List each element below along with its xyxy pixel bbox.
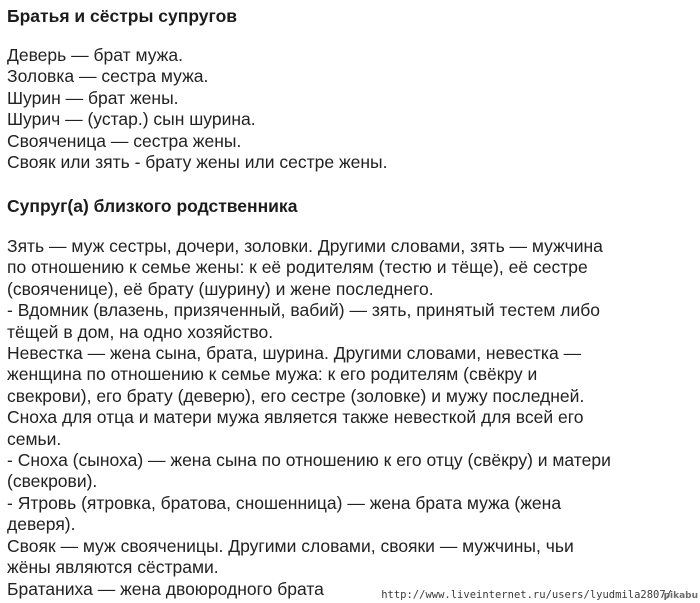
text-line: Невестка — жена сына, брата, шурина. Другими словами, невестка —	[7, 343, 582, 364]
text-line: свекрови), его брату (деверю), его сестре (золовке) и мужу последней.	[7, 385, 585, 406]
text-line: жёны являются сёстрами.	[7, 557, 219, 578]
section-title-relatives-spouses: Супруг(а) близкого родственника	[7, 196, 298, 216]
section-body-relatives-spouses	[7, 236, 611, 600]
text-line: Зять — муж сестры, дочери, золовки. Другими словами, зять — мужчина	[7, 236, 603, 256]
text-line: Деверь — брат мужа.	[7, 45, 183, 65]
text-line: (свекрови).	[7, 471, 98, 492]
site-logo: pikabu	[663, 591, 698, 601]
text-line: семьи.	[7, 428, 62, 449]
text-line: деверя).	[7, 514, 76, 535]
section-body-siblings-of-spouses	[7, 45, 388, 173]
text-line: по отношению к семье жены: к её родителям (тестю и тёще), её сестре	[7, 257, 588, 278]
text-line: Свояк — муж свояченицы. Другими словами, свояки — мужчины, чьи	[7, 535, 574, 556]
text-line: - Сноха (сыноха) — жена сына по отношению к его отцу (свёкру) и матери	[7, 450, 611, 471]
text-line: (свояченице), её брату (шурину) и жене последнего.	[7, 278, 434, 299]
text-line: Братаниха — жена двоюродного брата	[7, 578, 324, 599]
text-line: - Вдомник (влазень, призяченный, вабий) — зять, принятый тестем либо	[7, 300, 601, 321]
text-line: Сноха для отца и матери мужа является также невесткой для всей его	[7, 407, 584, 428]
text-line: - Ятровь (ятровка, братова, сношенница) — жена брата мужа (жена	[7, 492, 562, 513]
text-line: Золовка — сестра мужа.	[7, 66, 209, 87]
text-line: Свояченица — сестра жены.	[7, 130, 242, 151]
section-title-siblings-of-spouses: Братья и сёстры супругов	[7, 6, 238, 26]
text-line: Свояк или зять - брату жены или сестре жены.	[7, 152, 388, 173]
text-line: Шурич — (устар.) сын шурина.	[7, 109, 256, 130]
watermark-url: http://www.liveinternet.ru/users/lyudmila2807/	[381, 589, 672, 601]
text-line: тёщей в дом, на одно хозяйство.	[7, 321, 274, 342]
text-line: женщина по отношению к семье мужа: к его родителям (свёкру и	[7, 364, 538, 385]
text-line: Шурин — брат жены.	[7, 87, 179, 108]
